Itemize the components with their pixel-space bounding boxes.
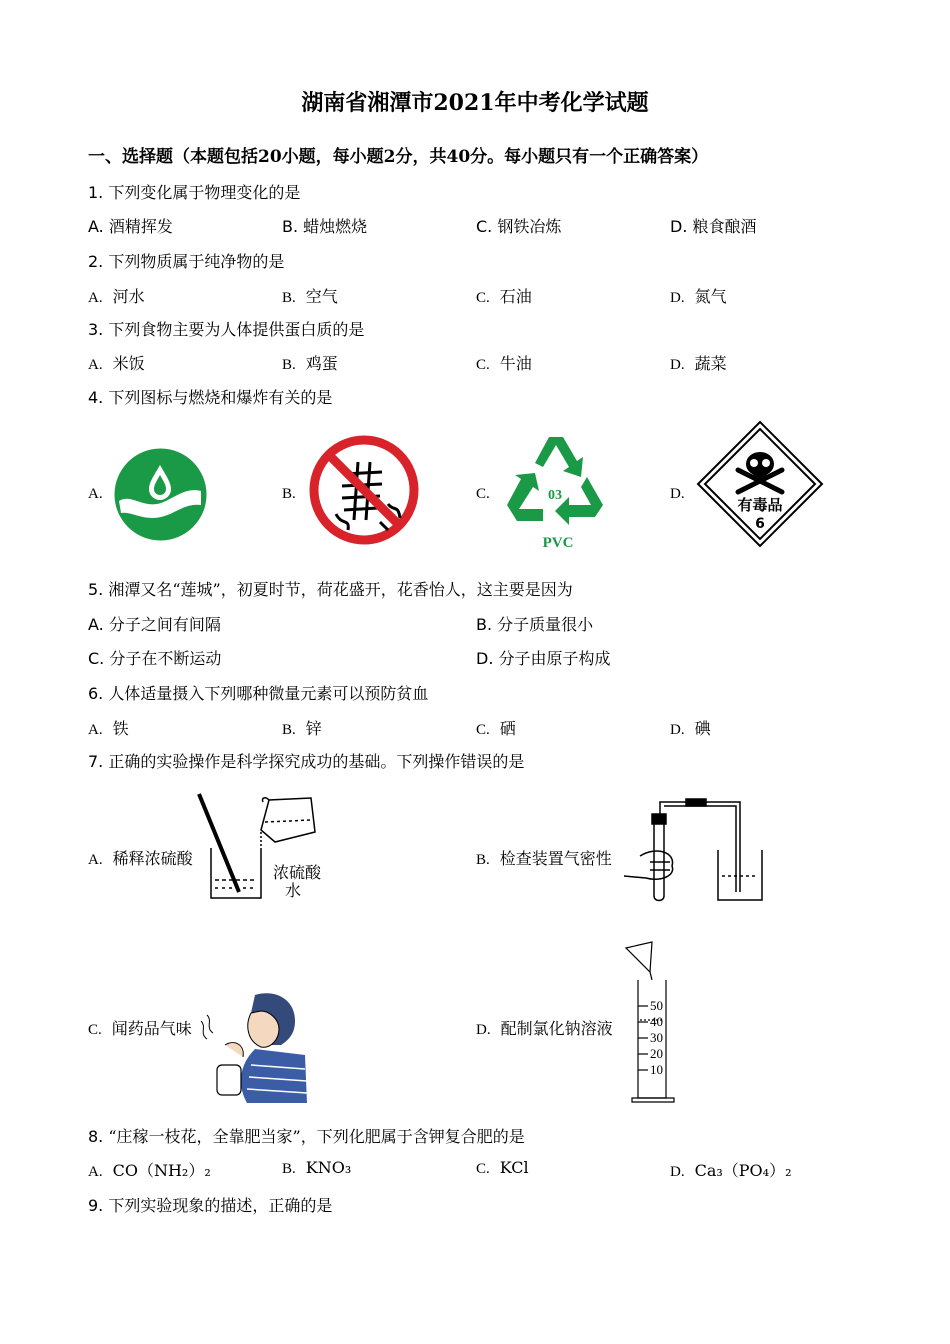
- smell-chemical-illustration: [195, 985, 315, 1105]
- question-number: 1.: [88, 183, 104, 202]
- q8-option-a: A. CO（NH₂）₂: [88, 1161, 211, 1180]
- cylinder-tick-label: 20: [650, 1046, 663, 1061]
- q3-option-c: C. 牛油: [476, 354, 532, 373]
- toxic-hazard-icon: [696, 420, 824, 548]
- water-label: 水: [285, 881, 302, 900]
- q1-option-c: C. 钢铁冶炼: [476, 217, 562, 236]
- q6-option-c: C. 硒: [476, 719, 516, 738]
- q7-option-a: A. 稀释浓硫酸: [88, 849, 193, 868]
- cylinder-tick-label: 50: [650, 998, 663, 1013]
- toxic-class: 6: [755, 516, 765, 532]
- q6-option-a: A. 铁: [88, 719, 129, 738]
- q5-option-b: B. 分子质量很小: [476, 615, 594, 634]
- q1-option-b: B. 蜡烛燃烧: [282, 217, 368, 236]
- q2-option-b: B. 空气: [282, 287, 338, 306]
- question-9: 9. 下列实验现象的描述，正确的是: [88, 1196, 333, 1215]
- q2-option-c: C. 石油: [476, 287, 532, 306]
- q3-option-a: A. 米饭: [88, 354, 145, 373]
- no-fireworks-icon: [308, 434, 420, 546]
- q6-option-b: B. 锌: [282, 719, 322, 738]
- question-text: 下列变化属于物理变化的是: [108, 183, 301, 202]
- page-title: 湖南省湘潭市2021年中考化学试题: [301, 90, 649, 116]
- q5-option-c: C. 分子在不断运动: [88, 649, 222, 668]
- cylinder-tick-label: 30: [650, 1030, 663, 1045]
- cylinder-tick-label: 40: [650, 1014, 663, 1029]
- recycle-code: 03: [548, 488, 562, 503]
- question-2: 2. 下列物质属于纯净物的是: [88, 252, 285, 271]
- toxic-label: 有毒品: [737, 496, 783, 514]
- q3-option-d: D. 蔬菜: [670, 354, 727, 373]
- question-4: 4. 下列图标与燃烧和爆炸有关的是: [88, 388, 333, 407]
- section-heading: 一、选择题（本题包括20小题，每小题2分，共40分。每小题只有一个正确答案）: [88, 147, 709, 167]
- q4-option-d-label: D.: [670, 486, 685, 502]
- q8-option-d: D. Ca₃（PO₄）₂: [670, 1161, 792, 1180]
- graduated-cylinder-illustration: [622, 940, 688, 1106]
- q7-option-b: B. 检查装置气密性: [476, 849, 612, 868]
- q3-option-b: B. 鸡蛋: [282, 354, 338, 373]
- q1-option-a: A. 酒精挥发: [88, 217, 173, 236]
- question-3: 3. 下列食物主要为人体提供蛋白质的是: [88, 320, 365, 339]
- question-7: 7. 正确的实验操作是科学探究成功的基础。下列操作错误的是: [88, 752, 525, 771]
- q8-option-b: B. KNO₃: [282, 1158, 352, 1177]
- airtightness-check-illustration: [620, 796, 770, 906]
- question-8: 8. “庄稼一枝花，全靠肥当家”，下列化肥属于含钾复合肥的是: [88, 1127, 525, 1146]
- q5-option-d: D. 分子由原子构成: [476, 649, 611, 668]
- q1-option-d: D. 粮食酿酒: [670, 217, 757, 236]
- water-saving-icon: [113, 447, 208, 542]
- dilute-acid-illustration: [195, 792, 335, 904]
- cylinder-tick-label: 10: [650, 1062, 663, 1077]
- q4-option-a-label: A.: [88, 486, 103, 502]
- acid-label: 浓硫酸: [273, 863, 322, 882]
- q6-option-d: D. 碘: [670, 719, 711, 738]
- q8-option-c: C. KCl: [476, 1158, 529, 1177]
- q7-option-c: C. 闻药品气味: [88, 1019, 192, 1038]
- recycle-pvc-icon: [503, 433, 609, 551]
- q5-option-a: A. 分子之间有间隔: [88, 615, 221, 634]
- question-1: [88, 180, 300, 203]
- recycle-label: PVC: [542, 535, 574, 551]
- q4-option-c-label: C.: [476, 486, 490, 502]
- question-6: 6. 人体适量摄入下列哪种微量元素可以预防贫血: [88, 684, 429, 703]
- q7-option-d: D. 配制氯化钠溶液: [476, 1019, 613, 1038]
- q2-option-a: A. 河水: [88, 287, 145, 306]
- q4-option-b-label: B.: [282, 486, 296, 502]
- q2-option-d: D. 氮气: [670, 287, 727, 306]
- question-5: 5. 湘潭又名“莲城”，初夏时节，荷花盛开，花香怡人，这主要是因为: [88, 580, 573, 599]
